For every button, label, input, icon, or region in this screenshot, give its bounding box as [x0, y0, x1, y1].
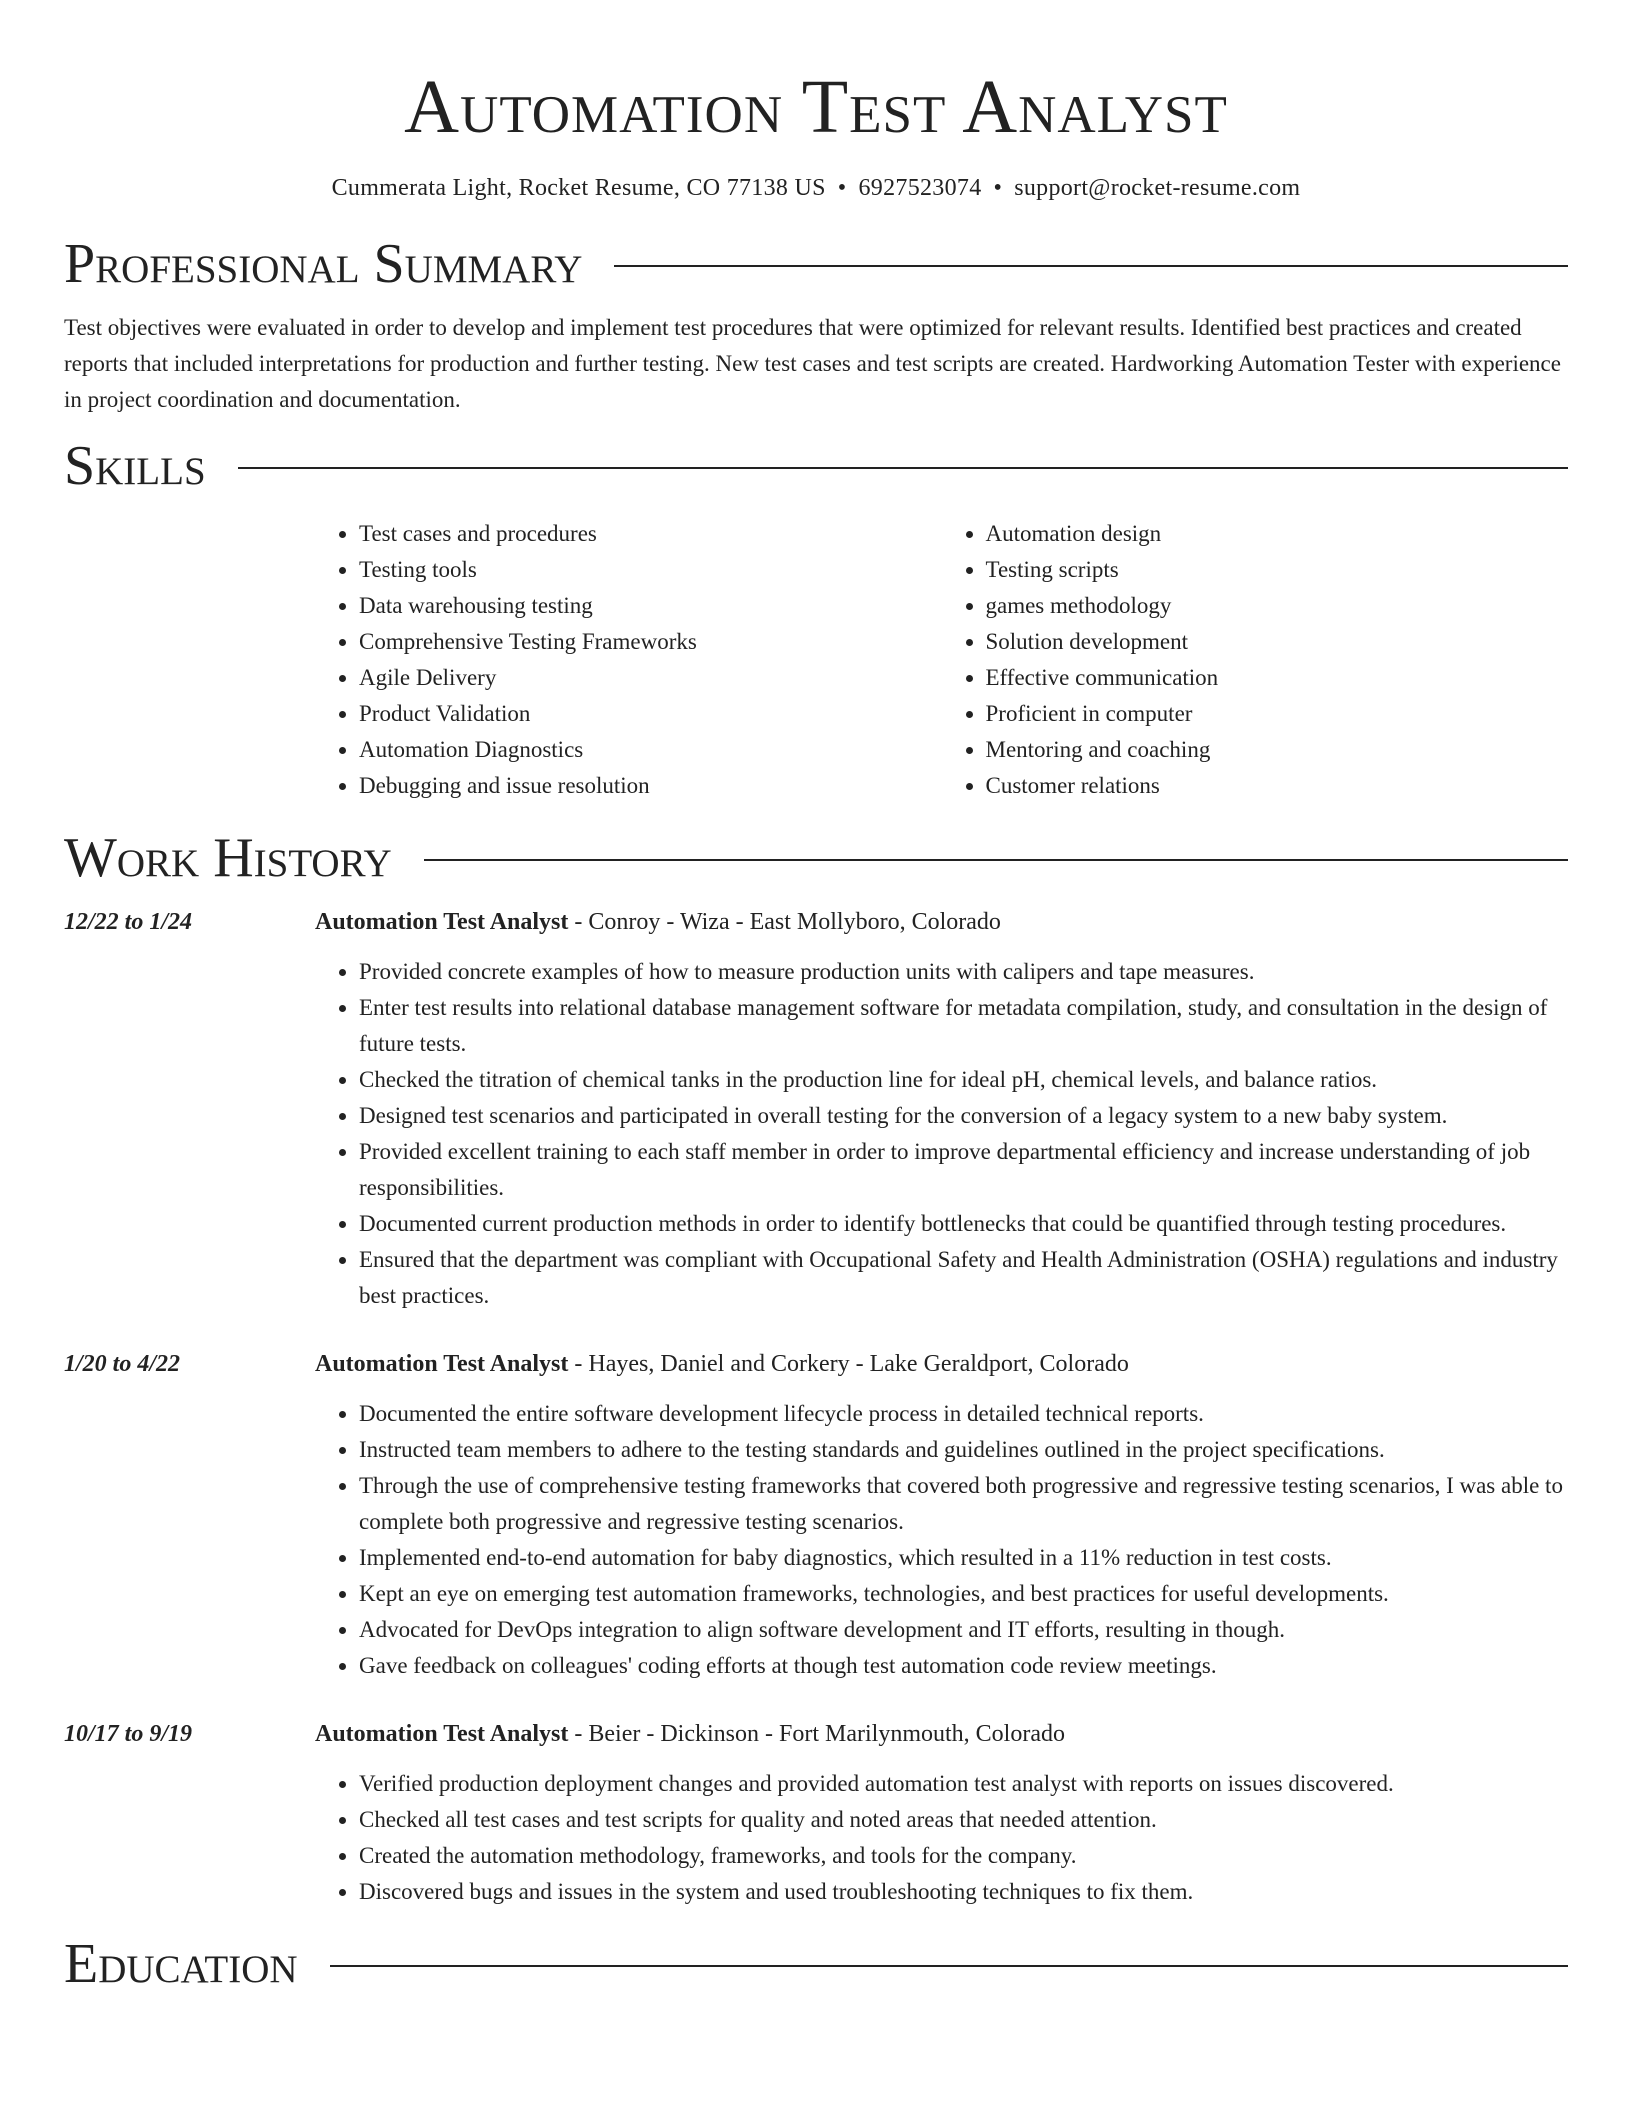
job-bullet: • Implemented end-to-end automation for baby diagnostics, which resulted in a 11% reduction in test costs.	[359, 1540, 1568, 1576]
job-bullets	[315, 1396, 1568, 1684]
job-bullet: • Provided excellent training to each staff member in order to improve departmental efficiency and increase understanding of job responsibilities.	[359, 1134, 1568, 1206]
job-body	[315, 1346, 1568, 1684]
education-section-heading	[64, 1932, 1568, 1996]
job-details: - Beier - Dickinson - Fort Marilynmouth, Colorado	[568, 1721, 1065, 1747]
skill-item: • Testing tools	[359, 552, 942, 588]
job-bullet: • Ensured that the department was compliant with Occupational Safety and Health Administration (OSHA) regulations and industry best practices.	[359, 1242, 1568, 1314]
resume-page	[64, 0, 1568, 1996]
skills-column-right	[942, 516, 1569, 804]
section-divider	[424, 859, 1568, 861]
job-entry	[64, 1716, 1568, 1910]
skills-heading: Skills	[64, 435, 206, 497]
skill-item: • Product Validation	[359, 696, 942, 732]
work-heading: Work History	[64, 827, 392, 889]
skill-item: • Customer relations	[986, 768, 1569, 804]
summary-heading: Professional Summary	[64, 233, 583, 295]
summary-section-heading	[64, 232, 1568, 296]
job-details: - Conroy - Wiza - East Mollyboro, Colorado	[568, 909, 1001, 935]
skill-item: • Effective communication	[986, 660, 1569, 696]
skill-item: • Automation Diagnostics	[359, 732, 942, 768]
job-bullet: • Checked all test cases and test scripts for quality and noted areas that needed attention.	[359, 1802, 1568, 1838]
job-entry	[64, 904, 1568, 1314]
job-details: - Hayes, Daniel and Corkery - Lake Geraldport, Colorado	[568, 1351, 1129, 1377]
skills-list	[315, 516, 1568, 804]
job-bullet: • Documented the entire software development lifecycle process in detailed technical reports.	[359, 1396, 1568, 1432]
skill-item: • Proficient in computer	[986, 696, 1569, 732]
contact-phone: 6927523074	[858, 175, 982, 201]
section-divider	[330, 1965, 1568, 1967]
skill-item: • Data warehousing testing	[359, 588, 942, 624]
job-bullet: • Checked the titration of chemical tanks in the production line for ideal pH, chemical levels, and balance ratios.	[359, 1062, 1568, 1098]
job-bullet: • Enter test results into relational database management software for metadata compilation, study, and consultation in the design of future tests.	[359, 990, 1568, 1062]
skills-column-left	[315, 516, 942, 804]
skill-item: • Debugging and issue resolution	[359, 768, 942, 804]
skill-item: • games methodology	[986, 588, 1569, 624]
skill-item: • Testing scripts	[986, 552, 1569, 588]
job-dates: 12/22 to 1/24	[64, 909, 193, 935]
skill-item: • Agile Delivery	[359, 660, 942, 696]
job-title-line	[315, 904, 1568, 940]
job-bullet: • Provided concrete examples of how to measure production units with calipers and tape measures.	[359, 954, 1568, 990]
contact-line	[64, 172, 1568, 204]
skill-item: • Automation design	[986, 516, 1569, 552]
skill-item: • Test cases and procedures	[359, 516, 942, 552]
summary-text: Test objectives were evaluated in order to develop and implement test procedures that were optimized for relevant results. Identified best practices and created reports that included interpretations for production and further testing. New test cases and test scripts are created. Hardworking Automation Tester with experience in project coordination and documentation.	[64, 315, 1561, 412]
job-dates: 10/17 to 9/19	[64, 1721, 193, 1747]
job-title: Automation Test Analyst	[315, 1721, 569, 1747]
job-bullet: • Through the use of comprehensive testing frameworks that covered both progressive and regressive testing scenarios, I was able to complete both progressive and regressive testing scenarios.	[359, 1468, 1568, 1540]
job-title-line	[315, 1346, 1568, 1382]
education-heading: Education	[64, 1933, 298, 1995]
job-bullet: • Documented current production methods in order to identify bottlenecks that could be quantified through testing procedures.	[359, 1206, 1568, 1242]
job-bullet: • Discovered bugs and issues in the system and used troubleshooting techniques to fix them.	[359, 1874, 1568, 1910]
job-dates: 1/20 to 4/22	[64, 1351, 181, 1377]
job-bullet: • Verified production deployment changes and provided automation test analyst with reports on issues discovered.	[359, 1766, 1568, 1802]
section-divider	[238, 467, 1568, 469]
contact-email: support@rocket-resume.com	[1014, 175, 1301, 201]
job-bullet: • Kept an eye on emerging test automation frameworks, technologies, and best practices for useful developments.	[359, 1576, 1568, 1612]
skill-item: • Comprehensive Testing Frameworks	[359, 624, 942, 660]
job-entry	[64, 1346, 1568, 1684]
job-body	[315, 904, 1568, 1314]
skill-item: • Mentoring and coaching	[986, 732, 1569, 768]
job-title: Automation Test Analyst	[315, 1351, 569, 1377]
contact-address: Cummerata Light, Rocket Resume, CO 77138 US	[331, 175, 826, 201]
job-title-line	[315, 1716, 1568, 1752]
job-bullet: • Gave feedback on colleagues' coding efforts at though test automation code review meetings.	[359, 1648, 1568, 1684]
skills-section-heading	[64, 434, 1568, 498]
section-divider	[614, 265, 1568, 267]
job-title: Automation Test Analyst	[315, 909, 569, 935]
work-section-heading	[64, 826, 1568, 890]
contact-separator: •	[837, 175, 847, 201]
job-bullet: • Advocated for DevOps integration to align software development and IT efforts, resulting in though.	[359, 1612, 1568, 1648]
contact-separator: •	[993, 175, 1003, 201]
job-bullet: • Instructed team members to adhere to the testing standards and guidelines outlined in the project specifications.	[359, 1432, 1568, 1468]
job-bullets	[315, 954, 1568, 1314]
skill-item: • Solution development	[986, 624, 1569, 660]
job-bullet: • Designed test scenarios and participated in overall testing for the conversion of a legacy system to a new baby system.	[359, 1098, 1568, 1134]
job-bullet: • Created the automation methodology, frameworks, and tools for the company.	[359, 1838, 1568, 1874]
job-body	[315, 1716, 1568, 1910]
job-bullets	[315, 1766, 1568, 1910]
resume-name: Automation Test Analyst	[404, 65, 1228, 149]
